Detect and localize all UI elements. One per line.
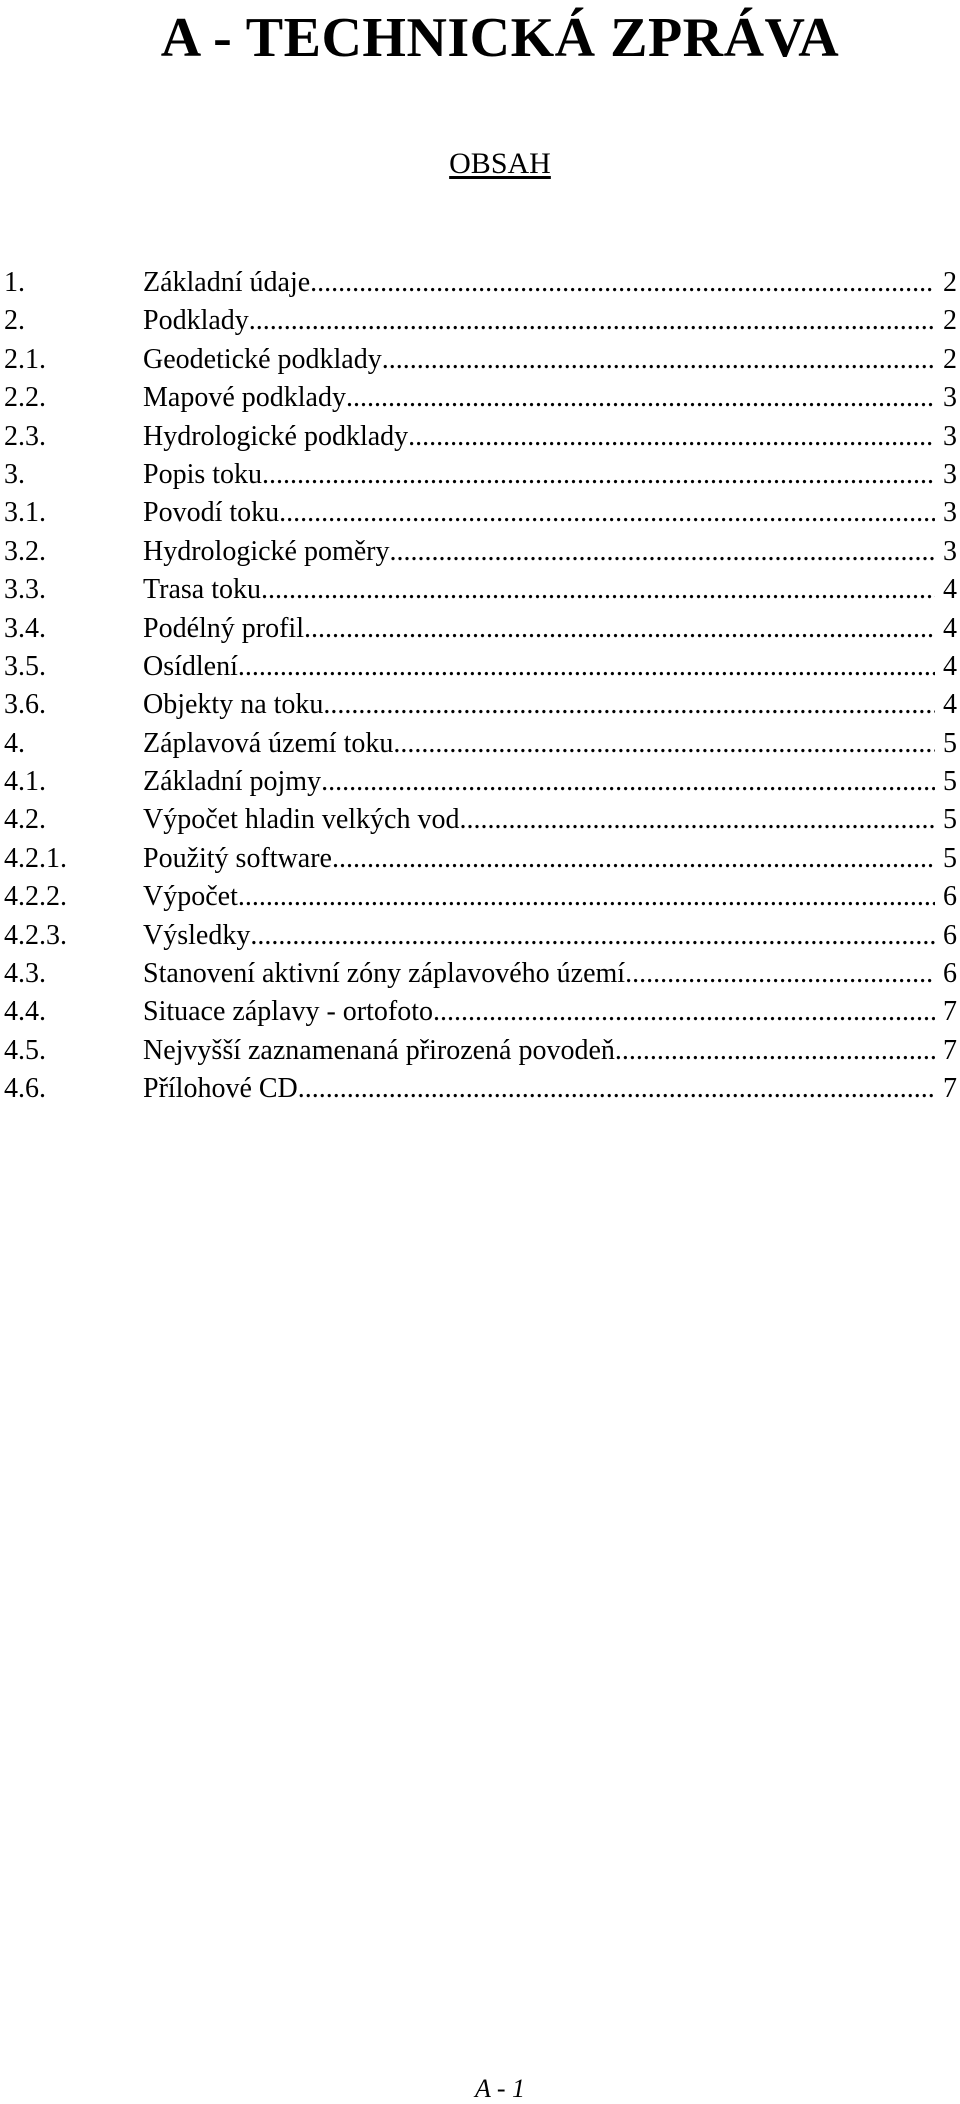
toc-dot-leader <box>346 379 935 417</box>
toc-dot-leader <box>310 264 935 302</box>
toc-entry-page: 4 <box>943 689 957 721</box>
toc-entry-page: 3 <box>943 497 957 529</box>
toc-entry <box>4 801 957 839</box>
toc-dot-leader <box>408 418 935 456</box>
toc-entry-number: 4.1. <box>4 766 46 798</box>
toc-entry-number: 2.1. <box>4 343 46 375</box>
toc-entry <box>4 302 957 340</box>
toc-entry <box>4 648 957 686</box>
toc-entry <box>4 725 957 763</box>
toc-entry-number: 4.2. <box>4 804 46 836</box>
toc-entry-number: 2.3. <box>4 420 46 452</box>
toc-entry-title: Stanovení aktivní zóny záplavového území <box>143 958 626 990</box>
toc-dot-leader <box>279 494 935 532</box>
toc-entry-page: 7 <box>943 1073 957 1105</box>
toc-entry-page: 4 <box>943 574 957 606</box>
toc-entry-number: 4.2.1. <box>4 842 67 874</box>
toc-entry <box>4 840 957 878</box>
toc-entry-title: Základní údaje <box>143 267 311 298</box>
page-footer-number: A - 1 <box>474 2074 526 2103</box>
toc-entry-number: 3.4. <box>4 612 46 644</box>
toc-entry-page: 5 <box>943 804 957 836</box>
toc-entry-page: 5 <box>943 727 957 759</box>
document-title: A - TECHNICKÁ ZPRÁVA <box>160 7 840 69</box>
toc-dot-leader <box>261 571 935 609</box>
toc-entry-title: Nejvyšší zaznamenaná přirozená povodeň <box>143 1034 615 1066</box>
toc-entry <box>4 1070 957 1108</box>
toc-dot-leader <box>323 686 935 724</box>
table-of-contents <box>4 264 957 1109</box>
toc-dot-leader <box>238 648 935 686</box>
toc-entry-title: Výpočet hladin velkých vod <box>143 804 460 836</box>
toc-dot-leader <box>615 1032 935 1070</box>
toc-dot-leader <box>382 341 935 379</box>
toc-entry-title: Použitý software <box>143 842 332 874</box>
toc-entry-title: Výsledky <box>143 919 251 951</box>
toc-entry-number: 1. <box>4 267 25 298</box>
toc-entry-number: 3. <box>4 458 25 490</box>
toc-entry-page: 4 <box>943 650 957 682</box>
toc-entry-number: 4.2.3. <box>4 919 67 951</box>
toc-entry-title: Situace záplavy - ortofoto <box>143 996 434 1028</box>
toc-dot-leader <box>262 456 935 494</box>
toc-entry-page: 2 <box>943 343 957 375</box>
toc-dot-leader <box>393 725 935 763</box>
toc-entry-number: 3.6. <box>4 689 46 721</box>
toc-dot-leader <box>459 801 935 839</box>
toc-entry <box>4 571 957 609</box>
toc-entry <box>4 993 957 1031</box>
toc-entry-title: Základní pojmy <box>143 766 322 798</box>
toc-entry <box>4 917 957 955</box>
toc-entry-number: 4.3. <box>4 958 46 990</box>
toc-entry-page: 5 <box>943 842 957 874</box>
toc-entry-page: 6 <box>943 958 957 990</box>
toc-entry <box>4 610 957 648</box>
toc-entry-title: Podélný profil <box>143 612 304 644</box>
toc-entry-title: Výpočet <box>143 881 238 913</box>
toc-entry-number: 3.2. <box>4 535 46 567</box>
toc-dot-leader <box>250 917 935 955</box>
toc-entry-title: Osídlení <box>143 650 238 682</box>
toc-entry-page: 3 <box>943 382 957 414</box>
toc-entry-page: 3 <box>943 458 957 490</box>
toc-dot-leader <box>625 955 935 993</box>
toc-dot-leader <box>332 840 935 878</box>
toc-entry-title: Trasa toku <box>143 574 261 606</box>
toc-entry-page: 3 <box>943 420 957 452</box>
toc-entry <box>4 763 957 801</box>
toc-entry-number: 4.6. <box>4 1073 46 1105</box>
toc-entry-number: 3.1. <box>4 497 46 529</box>
toc-entry-page: 7 <box>943 996 957 1028</box>
toc-entry-title: Hydrologické poměry <box>143 535 390 567</box>
toc-entry <box>4 418 957 456</box>
toc-dot-leader <box>249 302 935 340</box>
toc-entry <box>4 456 957 494</box>
toc-entry <box>4 686 957 724</box>
toc-entry-title: Záplavová území toku <box>143 727 394 759</box>
toc-entry-title: Podklady <box>143 305 249 337</box>
toc-entry-page: 2 <box>943 305 957 337</box>
toc-entry-number: 4.2.2. <box>4 881 67 913</box>
toc-dot-leader <box>321 763 935 801</box>
toc-entry <box>4 1032 957 1070</box>
toc-dot-leader <box>298 1070 935 1108</box>
toc-entry-number: 4.4. <box>4 996 46 1028</box>
toc-entry-title: Objekty na toku <box>143 689 324 721</box>
toc-dot-leader <box>304 610 935 648</box>
toc-entry <box>4 533 957 571</box>
toc-entry-page: 4 <box>943 612 957 644</box>
toc-dot-leader <box>238 878 935 916</box>
toc-entry-page: 5 <box>943 766 957 798</box>
toc-entry <box>4 379 957 417</box>
toc-heading: OBSAH <box>449 147 551 180</box>
toc-entry <box>4 878 957 916</box>
toc-entry-number: 4. <box>4 727 25 759</box>
toc-entry-number: 3.3. <box>4 574 46 606</box>
toc-entry <box>4 341 957 379</box>
toc-entry-number: 3.5. <box>4 650 46 682</box>
toc-entry-number: 2.2. <box>4 382 46 414</box>
toc-dot-leader <box>390 533 936 571</box>
toc-entry-title: Geodetické podklady <box>143 343 382 375</box>
toc-entry-title: Mapové podklady <box>143 382 346 414</box>
toc-entry-page: 3 <box>943 535 957 567</box>
toc-entry-page: 6 <box>943 919 957 951</box>
toc-entry-title: Přílohové CD <box>143 1073 298 1105</box>
toc-entry-page: 2 <box>943 267 957 298</box>
toc-entry-title: Hydrologické podklady <box>143 420 409 452</box>
toc-entry-title: Povodí toku <box>143 497 280 529</box>
toc-entry-title: Popis toku <box>143 458 263 490</box>
toc-entry-page: 6 <box>943 881 957 913</box>
toc-entry-page: 7 <box>943 1034 957 1066</box>
toc-entry <box>4 264 957 302</box>
toc-entry <box>4 494 957 532</box>
toc-entry-number: 2. <box>4 305 25 337</box>
toc-entry <box>4 955 957 993</box>
toc-entry-number: 4.5. <box>4 1034 46 1066</box>
toc-dot-leader <box>433 993 935 1031</box>
